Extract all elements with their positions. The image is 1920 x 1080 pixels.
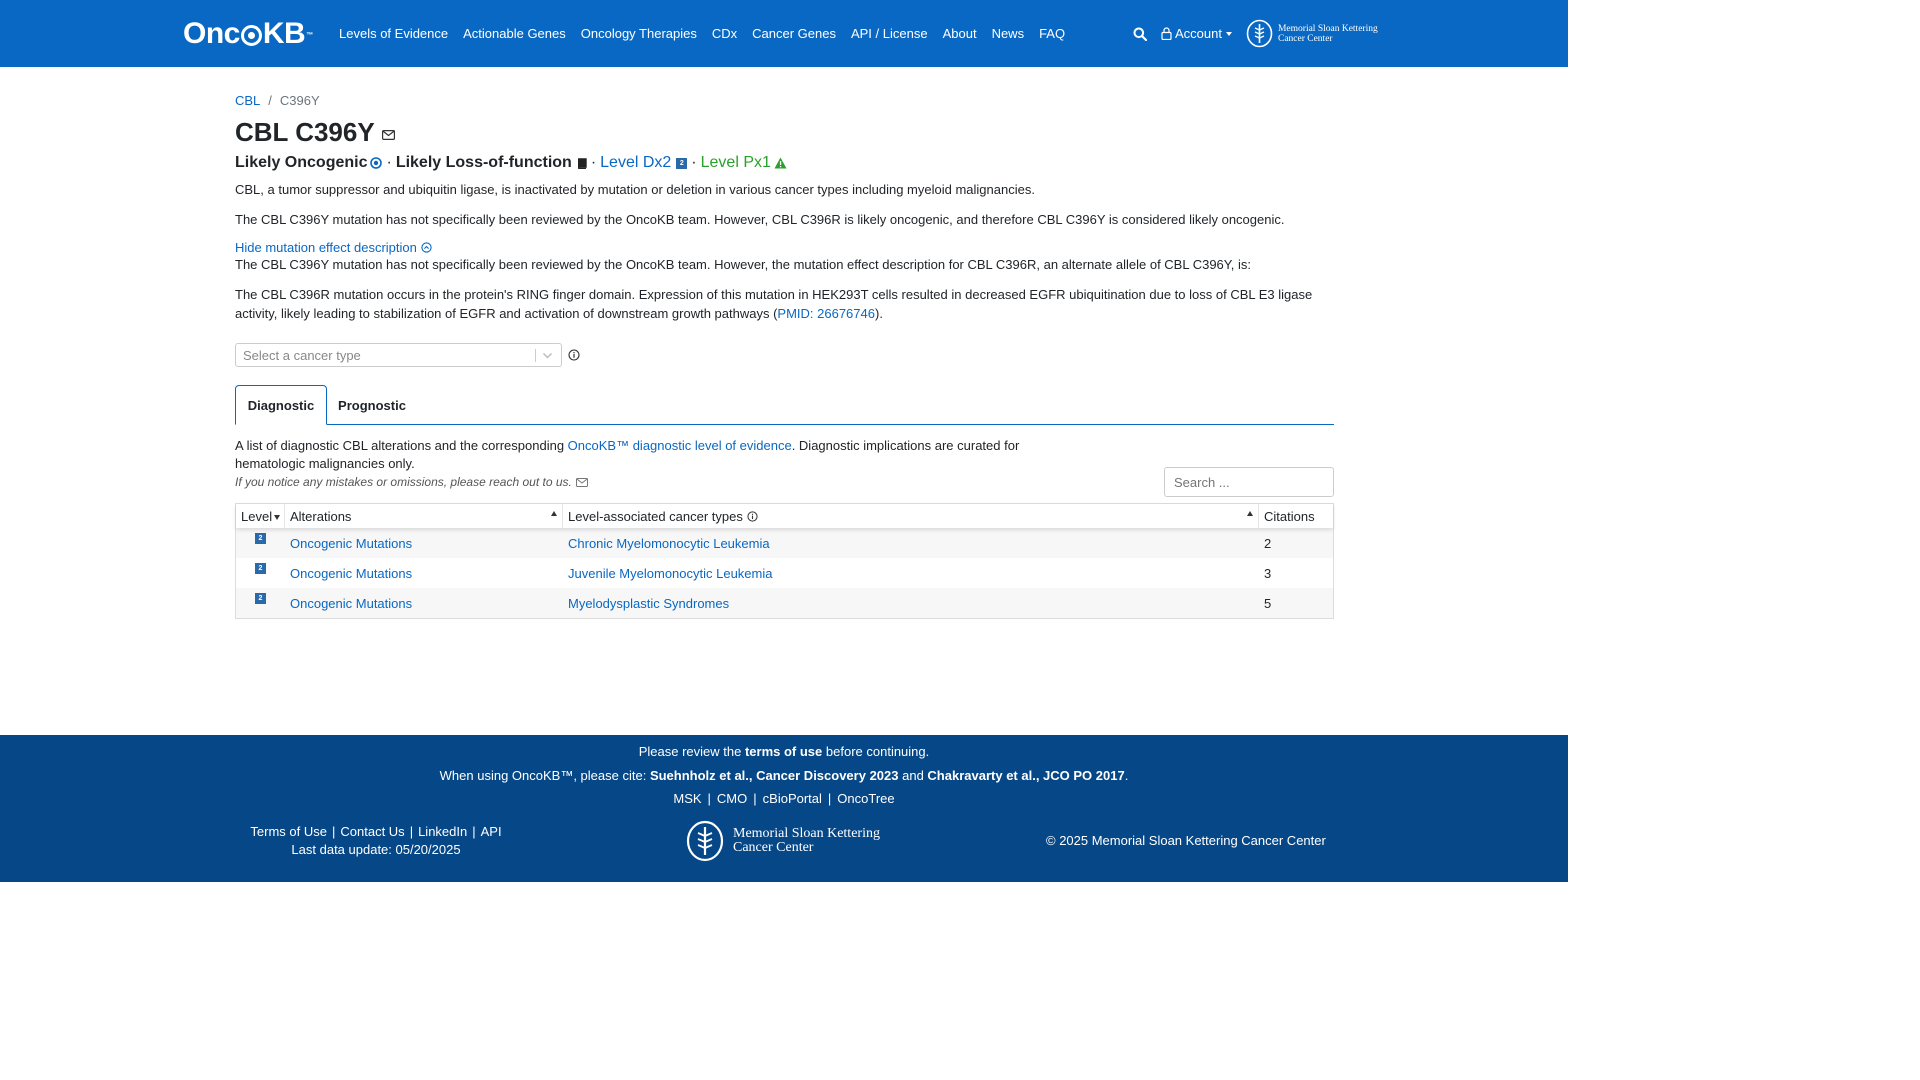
mutation-effect-intro: The CBL C396Y mutation has not specifically been reviewed by the OncoKB team. However, the mutation effect description for CBL C396R, an alternate allele of CBL C396Y, is: (235, 257, 1252, 272)
nav-link-api-license[interactable]: API / License (850, 26, 928, 41)
footer-link-cmo[interactable]: CMO (716, 791, 748, 806)
footer-link-oncotree[interactable]: OncoTree (837, 791, 895, 806)
caret-down-icon (1226, 32, 1232, 36)
level-dx2-link[interactable]: Level Dx2 (600, 154, 672, 171)
footer-cite-and: and (898, 768, 928, 783)
separator-dot: · (590, 154, 597, 171)
diagnostic-tab-content (235, 425, 1334, 620)
logo-tm: ™ (306, 32, 313, 39)
column-header-level-label: Level (241, 508, 273, 524)
citations-cell[interactable]: 3 (1264, 565, 1272, 581)
separator-dot: · (386, 154, 392, 171)
cancer-type-cell (563, 558, 1259, 588)
citation-suehnholz-label: Suehnholz et al., Cancer Discovery 2023 (649, 768, 899, 783)
alteration-cell (285, 588, 563, 618)
alteration-link[interactable]: Oncogenic Mutations (290, 595, 413, 611)
column-header-citations-label: Citations (1264, 508, 1315, 524)
hide-mutation-effect-link[interactable] (235, 240, 1334, 255)
account-label: Account (1175, 26, 1222, 41)
footer (0, 735, 1568, 882)
footer-citation (0, 768, 1568, 783)
footer-terms-link[interactable] (745, 744, 822, 759)
last-data-update: Last data update: 05/20/2025 (291, 842, 461, 857)
footer-left-links (247, 823, 505, 841)
book-icon (576, 158, 587, 169)
column-header-cancer-types-label: Level-associated cancer types (568, 508, 743, 524)
nav-link-cancer-genes[interactable]: Cancer Genes (752, 26, 836, 41)
footer-msk-line1: Memorial Sloan Kettering (733, 826, 880, 841)
feedback-notice-text: If you notice any mistakes or omissions, please reach out to us. (235, 475, 572, 489)
chevron-down-icon (542, 350, 553, 361)
account-menu[interactable] (1161, 26, 1232, 41)
footer-cite-end: . (1124, 768, 1129, 783)
column-header-level[interactable] (236, 504, 285, 528)
nav-link-news[interactable]: News (991, 26, 1025, 41)
footer-external-links (0, 791, 1568, 806)
footer-separator: | (331, 824, 336, 839)
footer-left (247, 823, 505, 859)
tab-diagnostic[interactable]: Diagnostic (235, 385, 327, 425)
footer-msk-logo[interactable] (686, 820, 880, 862)
table-header (236, 504, 1333, 528)
footer-separator: | (472, 824, 476, 839)
level-cell (236, 558, 285, 588)
column-header-alterations[interactable] (285, 504, 563, 528)
footer-terms-text-end: before continuing. (822, 744, 930, 759)
mutation-effect-description (235, 285, 1334, 323)
warning-triangle-icon (774, 157, 787, 169)
diagnostic-alterations-table (235, 503, 1334, 619)
footer-msk-line2: Cancer Center (733, 840, 814, 855)
level-cell (236, 528, 285, 558)
pmid-link[interactable]: PMID: 26676746 (777, 306, 875, 321)
column-header-alterations-label: Alterations (290, 508, 352, 524)
oncogenic-target-icon (370, 157, 382, 169)
main-content (235, 90, 1334, 620)
citation-link-suehnholz[interactable] (650, 768, 899, 783)
alteration-link[interactable]: Oncogenic Mutations (290, 535, 413, 551)
feedback-notice (235, 475, 588, 489)
sort-asc-icon (1247, 511, 1253, 516)
oncogenic-label: Likely Oncogenic (235, 154, 368, 171)
column-header-cancer-types[interactable] (563, 504, 1259, 528)
breadcrumb (235, 90, 1334, 110)
table-body (236, 528, 1333, 618)
mutation-effect-text-end: ). (874, 306, 883, 321)
level-cell (236, 588, 285, 618)
cancer-type-link[interactable]: Myelodysplastic Syndromes (568, 595, 730, 611)
alteration-cell (285, 558, 563, 588)
citation-chakravarty-label: Chakravarty et al., JCO PO 2017 (927, 768, 1125, 783)
footer-link-terms-of-use[interactable]: Terms of Use (250, 824, 327, 839)
nav-link-faq[interactable]: FAQ (1039, 26, 1066, 41)
footer-link-contact-us[interactable]: Contact Us (340, 824, 405, 839)
tab-prognostic[interactable]: Prognostic (338, 397, 406, 413)
footer-separator: | (753, 791, 757, 806)
sort-desc-icon (274, 515, 280, 520)
footer-link-cbioportal[interactable]: cBioPortal (762, 791, 822, 806)
page-title: CBL C396Y (235, 116, 375, 147)
info-icon[interactable] (568, 349, 580, 361)
sort-asc-icon (551, 511, 557, 516)
table-row (236, 528, 1333, 558)
oncokb-logo[interactable] (183, 17, 313, 53)
footer-link-api[interactable]: API (480, 824, 502, 839)
nav-link-cdx[interactable]: CDx (711, 26, 738, 41)
nav-link-levels-of-evidence[interactable]: Levels of Evidence (339, 26, 449, 41)
level-2-badge-icon: 2 (255, 533, 266, 544)
diagnostic-description-text-end: . Diagnostic implications are curated for hematologic malignancies only. (235, 438, 1020, 471)
cancer-type-select-row (235, 343, 1334, 367)
diagnostic-level-link[interactable]: OncoKB™ diagnostic level of evidence (567, 438, 792, 453)
footer-terms-notice (0, 744, 1568, 759)
table-row (236, 588, 1333, 618)
page-title-row (235, 116, 1334, 148)
mutation-effect-label: Likely Loss-of-function (395, 154, 572, 171)
breadcrumb-separator: / (268, 92, 272, 108)
alteration-cell (285, 528, 563, 558)
cancer-type-select[interactable] (235, 343, 562, 367)
cancer-type-cell (563, 588, 1259, 618)
msk-emblem-icon (1246, 19, 1273, 48)
level-2-badge-icon: 2 (676, 158, 687, 169)
lock-icon (1161, 27, 1172, 40)
envelope-icon[interactable] (382, 130, 395, 140)
variant-summary: The CBL C396Y mutation has not specifically been reviewed by the OncoKB team. However, CBL C396R is likely oncogenic, and therefore CBL C396Y is considered likely oncogenic. (235, 212, 1285, 227)
footer-separator: | (707, 791, 711, 806)
nav-link-actionable-genes[interactable]: Actionable Genes (463, 26, 566, 41)
footer-terms-link-label: terms of use (744, 744, 823, 759)
logo-text-a: Onc (183, 17, 240, 50)
tab-bar (235, 385, 1334, 425)
breadcrumb-current: C396Y (279, 92, 320, 108)
footer-cite-text: When using OncoKB™, please cite: (439, 768, 650, 783)
chevron-up-circle-icon (421, 242, 432, 253)
envelope-icon[interactable] (576, 478, 588, 487)
level-2-badge-icon: 2 (255, 563, 266, 574)
info-icon[interactable] (747, 511, 758, 522)
footer-separator: | (409, 824, 414, 839)
cancer-type-select-placeholder: Select a cancer type (243, 347, 361, 363)
top-navbar (0, 0, 1568, 67)
citation-link-chakravarty[interactable] (927, 768, 1124, 783)
select-divider (535, 349, 536, 362)
mutation-effect-text: The CBL C396R mutation occurs in the protein's RING finger domain. Expression of this mutation in HEK293T cells resulted in decreased EGFR ubiquitination due to loss of CBL E3 ligase activity, likely leading to stabilization of EGFR and activation of downstream growth pathways ( (235, 287, 1313, 321)
gene-summary: CBL, a tumor suppressor and ubiquitin ligase, is inactivated by mutation or deletion in various cancer types including myeloid malignancies. (235, 182, 1035, 197)
nav-link-oncology-therapies[interactable]: Oncology Therapies (580, 26, 697, 41)
level-2-badge-icon: 2 (255, 593, 266, 604)
msk-logo[interactable] (1246, 19, 1378, 48)
footer-link-msk[interactable]: MSK (673, 791, 702, 806)
cancer-type-link[interactable]: Chronic Myelomonocytic Leukemia (568, 535, 770, 551)
citations-cell[interactable]: 2 (1264, 535, 1272, 551)
level-px1-link[interactable]: Level Px1 (700, 154, 771, 171)
diagnostic-description (235, 437, 1085, 473)
footer-terms-text: Please review the (638, 744, 745, 759)
msk-logo-line1: Memorial Sloan Kettering (1277, 23, 1378, 34)
hide-link-label: Hide mutation effect description (235, 240, 417, 255)
footer-separator: | (827, 791, 832, 806)
breadcrumb-gene-link[interactable]: CBL (235, 92, 261, 108)
search-icon[interactable] (1133, 27, 1147, 41)
nav-right (1133, 0, 1378, 67)
msk-emblem-icon (686, 820, 724, 862)
msk-logo-line2: Cancer Center (1277, 33, 1333, 44)
logo-text-b: KB (262, 17, 306, 50)
column-header-citations[interactable] (1259, 504, 1333, 528)
nav-link-about[interactable]: About (942, 26, 977, 41)
alteration-link[interactable]: Oncogenic Mutations (290, 565, 413, 581)
footer-link-linkedin[interactable]: LinkedIn (418, 824, 468, 839)
diagnostic-description-text: A list of diagnostic CBL alterations and the corresponding (235, 438, 568, 453)
separator-dot: · (691, 154, 697, 171)
table-search-input[interactable] (1164, 467, 1334, 497)
logo-ring-icon (241, 25, 262, 46)
cancer-type-cell (563, 528, 1259, 558)
footer-copyright: © 2025 Memorial Sloan Kettering Cancer Center (1046, 833, 1326, 848)
oncogenicity-summary (235, 152, 1334, 174)
citations-cell[interactable]: 5 (1264, 595, 1272, 611)
nav-links (339, 0, 1080, 67)
cancer-type-link[interactable]: Juvenile Myelomonocytic Leukemia (568, 565, 773, 581)
table-row (236, 558, 1333, 588)
